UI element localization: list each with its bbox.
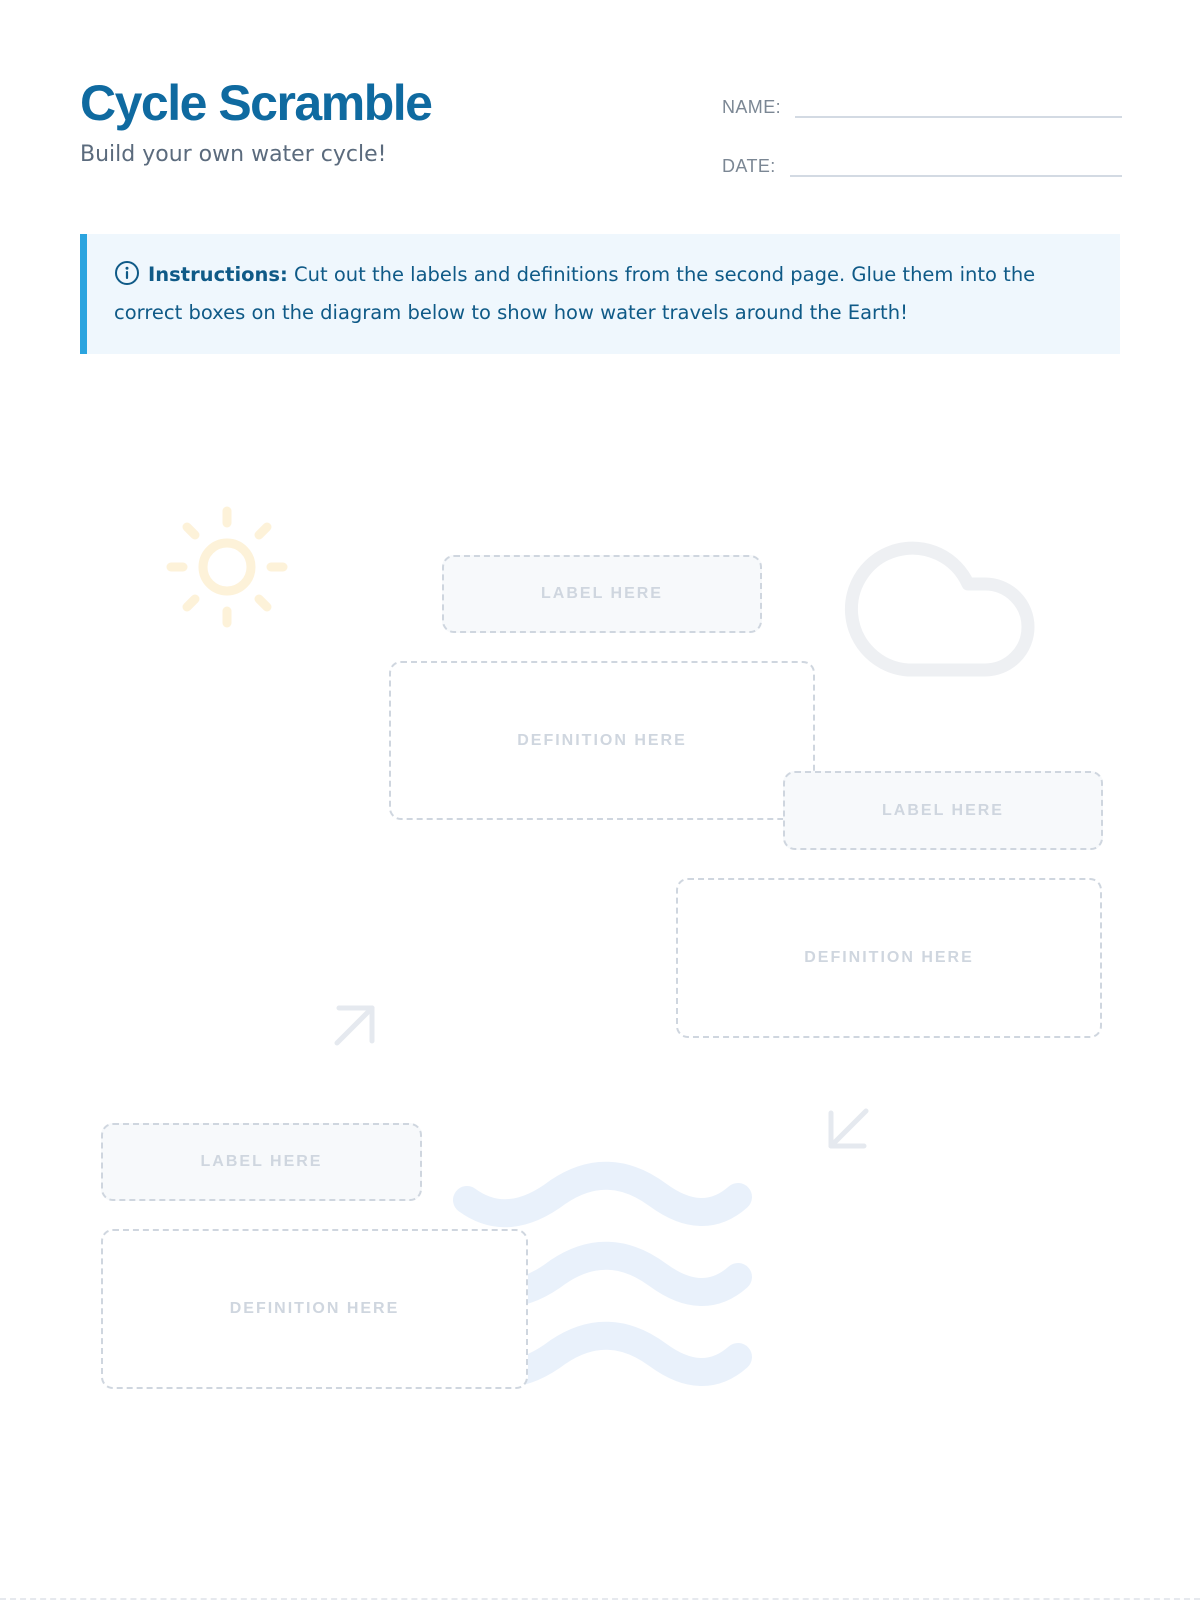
date-field-line[interactable] bbox=[790, 175, 1122, 177]
info-icon bbox=[114, 260, 140, 296]
date-field-label: DATE: bbox=[722, 156, 776, 176]
definition-box-top[interactable]: DEFINITION HERE bbox=[389, 661, 815, 820]
cloud-icon bbox=[851, 548, 1028, 670]
label-box-top[interactable]: LABEL HERE bbox=[442, 555, 762, 633]
name-field[interactable] bbox=[722, 92, 1122, 118]
date-field[interactable] bbox=[722, 151, 1122, 177]
page-subtitle: Build your own water cycle! bbox=[80, 142, 387, 167]
instructions-heading: Instructions: bbox=[148, 263, 288, 286]
arrow-down-left-icon bbox=[831, 1111, 866, 1146]
definition-box-bottom[interactable]: DEFINITION HERE bbox=[101, 1229, 528, 1389]
arrow-up-right-icon bbox=[337, 1008, 372, 1043]
instructions-callout bbox=[80, 234, 1120, 354]
name-field-label: NAME: bbox=[722, 97, 782, 117]
student-fields bbox=[722, 92, 1122, 210]
page-title: Cycle Scramble bbox=[80, 75, 432, 131]
worksheet-header bbox=[80, 75, 432, 168]
name-field-line[interactable] bbox=[795, 116, 1122, 118]
sun-icon bbox=[171, 511, 283, 623]
label-box-right[interactable]: LABEL HERE bbox=[783, 771, 1103, 850]
definition-box-right[interactable]: DEFINITION HERE bbox=[676, 878, 1102, 1038]
instructions-text: Cut out the labels and definitions from the second page. Glue them into the correct boxes on the diagram below to show how water travels around the Earth! bbox=[114, 263, 1036, 324]
label-box-bottom[interactable]: LABEL HERE bbox=[101, 1123, 422, 1201]
